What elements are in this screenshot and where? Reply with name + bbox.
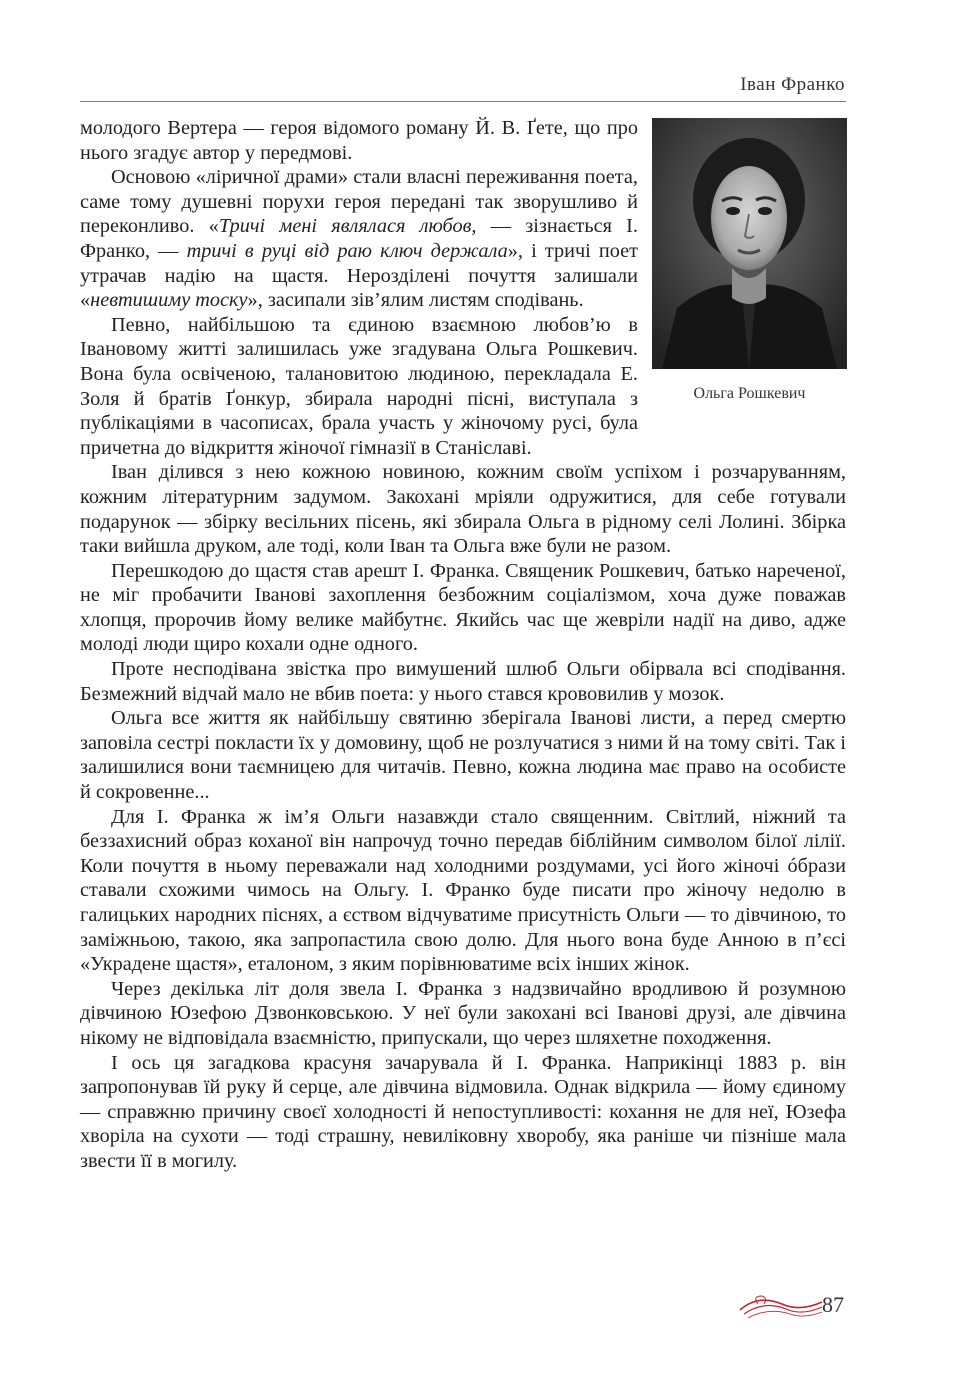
text-run: Через декілька літ доля звела І. Франка з надзвичайно вродливою й розумною дівчиною Юзефою Дзвонковською. У неї були закохані всі Іванові друзі, але дівчина нікому не відповідала взаємністю, припускали, що через шляхетне походження.	[80, 977, 846, 1049]
text-run: Певно, найбільшою та єдиною взаємною любов’ю в Івановому житті залишилась уже згадувана Ольга Рошкевич. Вона була освіченою, талановитою людиною, перекладала Е. Золя й братів Ґонкур, збирала народні пісні, виступала з публікаціями в часописах, брала участь у жіночому русі, була причетна до відкриття жіночої гімназії в Станіславі.	[80, 313, 638, 459]
body-text	[80, 116, 846, 1174]
text-run: Проте несподівана звістка про вимушений шлюб Ольги обірвала всі сподівання. Безмежний відчай мало не вбив поета: у нього стався крововилив у мозок.	[80, 658, 846, 705]
page-ornament	[738, 1290, 824, 1324]
paragraph	[80, 460, 846, 558]
paragraph	[80, 977, 846, 1051]
text-run: », засипали зів’ялим листям сподівань.	[247, 289, 584, 312]
text-run: Для І. Франка ж ім’я Ольги назавжди стало священним. Світлий, ніжний та беззахисний образ коханої він напрочуд точно передав біблійним символом білої лілії. Коли почуття в ньому переважали над холодними роздумами, усі його жіночі óбрази ставали схожими чимось на Ольгу. І. Франко буде писати про жіночу недолю в галицьких народних піснях, а єством відчуватиме присутність Ольги — то дівчиною, то заміжньою, такою, яка запропастила свою долю. Для нього вона буде Анною в п’єсі «Украдене щастя», еталоном, з яким порівнюватиме всіх інших жінок.	[80, 805, 846, 976]
text-run: », і тричі поет утрачав надію на щастя. Нерозділені почуття залишали «	[80, 239, 638, 312]
figure-wrap-spacer	[638, 116, 846, 428]
text-run: І ось ця загадкова красуня зачарувала й І. Франка. Наприкінці 1883 р. він запропонував їй руку й серце, але дівчина відмовила. Однак відкрила — йому єдиному — справжню причину своєї холодності й непоступливості: кохання не для неї, Юзефа хворіла на сухоти — тоді страшну, невиліковну хворобу, яка раніше чи пізніше мала звести її в могилу.	[80, 1051, 846, 1172]
quote-italic: Тричі мені являлася любов,	[218, 215, 477, 238]
paragraph	[80, 805, 846, 977]
photo-caption: Ольга Рошкевич	[693, 385, 806, 402]
paragraph	[80, 1051, 846, 1174]
paragraph	[80, 706, 846, 804]
text-run: Перешкодою до щастя став арешт І. Франка. Священик Рошкевич, батько нареченої, не міг пробачити Іванові захоплення безбожним соціалізмом, хоча дуже поважав хлопця, пророчив йому велике майбутнє. Якийсь час ще жевріли надії на диво, адже молоді люди щиро кохали одне одного.	[80, 559, 846, 656]
paragraph	[80, 559, 846, 657]
quote-italic: невтишиму тоску	[90, 289, 248, 312]
header-rule	[80, 101, 846, 102]
text-run: Основою «ліричної драми» стали власні переживання поета, саме тому душевні порухи героя передані так зворушливо й переконливо. «	[80, 166, 638, 238]
text-run: Іван ділився з нею кожною новиною, кожним своїм успіхом і розчаруванням, кожним літературним задумом. Закохані мріяли одружитися, для себе готували подарунок — збірку весільних пісень, які збирала Ольга в рідному селі Лолині. Збірка таки вийшла друком, але тоді, коли Іван та Ольга вже були не разом.	[80, 461, 846, 558]
text-run: молодого Вертера — героя відомого роману Й. В. Ґете, що про нього згадує автор у передмові.	[80, 117, 638, 164]
page-number: 87	[822, 1292, 844, 1317]
text-run: Ольга все життя як найбільшу святиню зберігала Іванові листи, а перед смертю заповіла сестрі покласти їх у домовину, щоб не розлучатися з ними й на тому світі. Так і залишилися вони таємницею для читачів. Певно, кожна людина має право на особисте й сокровенне...	[80, 707, 846, 804]
quote-italic: тричі в руці від раю ключ держала	[186, 239, 508, 262]
text-run: — зізнається І. Франко, —	[80, 215, 638, 262]
paragraph	[80, 657, 846, 706]
running-title: Іван Франко	[740, 74, 845, 95]
